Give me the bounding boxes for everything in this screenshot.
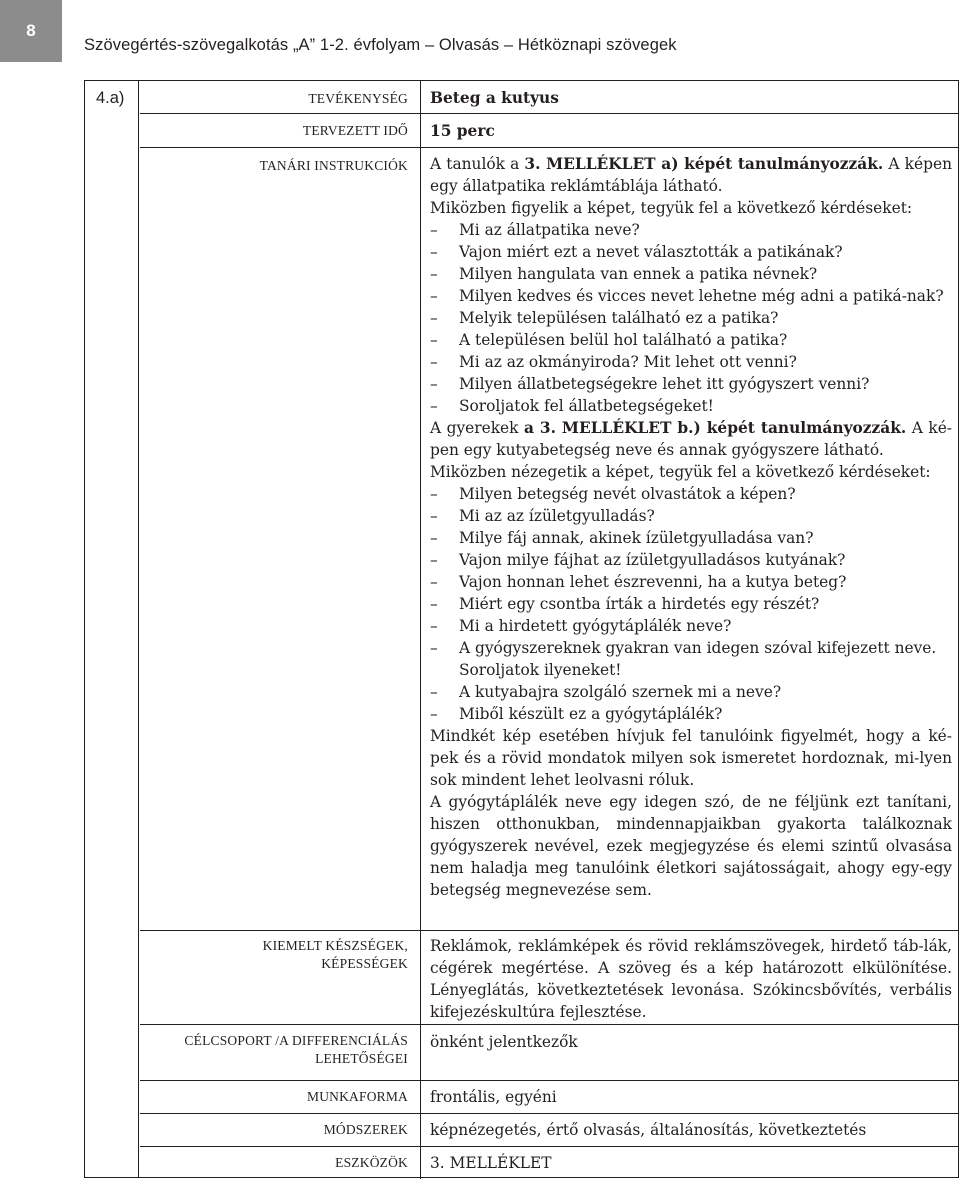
- label-target-group: CÉLCSOPORT /A DIFFERENCIÁLÁS LEHETŐSÉGEI: [184, 1033, 408, 1066]
- column-divider: [420, 931, 421, 1025]
- dash-bullet: –: [430, 639, 438, 657]
- paragraph-questions-b-intro: Miközben nézegetik a képet, tegyük fel a következő kérdéseket:: [430, 463, 931, 481]
- running-header: Szövegértés-szövegalkotás „A” 1-2. évfolyam – Olvasás – Hétköznapi szövegek: [84, 36, 677, 54]
- question-text: Mi az az ízületgyulladás?: [459, 507, 655, 525]
- dash-bullet: –: [430, 573, 438, 591]
- question-text: Mi a hirdetett gyógytáplálék neve?: [459, 617, 732, 635]
- dash-bullet: –: [430, 485, 438, 503]
- question-list-b: [430, 483, 952, 725]
- section-number: 4.a): [96, 89, 125, 107]
- dash-bullet: –: [430, 705, 438, 723]
- dash-bullet: –: [430, 595, 438, 613]
- question-text: Miért egy csontba írták a hirdetés egy részét?: [459, 595, 820, 613]
- column-divider: [420, 1147, 421, 1179]
- question-item: [430, 329, 952, 351]
- section-column: [85, 81, 139, 1177]
- question-text: Vajon honnan lehet észrevenni, ha a kutya beteg?: [459, 573, 847, 591]
- question-text: Melyik településen található ez a patika?: [459, 309, 779, 327]
- dash-bullet: –: [430, 529, 438, 547]
- column-divider: [420, 114, 421, 148]
- question-text: Vajon miért ezt a nevet választották a patikának?: [459, 243, 843, 261]
- question-item: [430, 351, 952, 373]
- dash-bullet: –: [430, 683, 438, 701]
- row-target-group: [140, 1024, 958, 1081]
- column-divider: [420, 81, 421, 113]
- question-item: [430, 505, 952, 527]
- value-target-group: önként jelentkezők: [430, 1033, 578, 1051]
- label-methods: MÓDSZEREK: [323, 1122, 408, 1137]
- paragraph-summary: Mindkét kép esetében hívjuk fel tanulóink figyelmét, hogy a ké-pek és a rövid mondatok milyen sok ismeretet hordoznak, mi-lyen sok mindent lehet leolvasni róluk.: [430, 727, 952, 789]
- label-instructions: TANÁRI INSTRUKCIÓK: [259, 158, 408, 173]
- row-activity: [140, 81, 958, 113]
- question-item: [430, 373, 952, 395]
- dash-bullet: –: [430, 397, 438, 415]
- question-text: Milyen kedves és vicces nevet lehetne még adni a patiká-nak?: [459, 287, 944, 305]
- column-divider: [420, 1081, 421, 1114]
- question-text: Mi az állatpatika neve?: [459, 221, 640, 239]
- dash-bullet: –: [430, 309, 438, 327]
- dash-bullet: –: [430, 507, 438, 525]
- question-list-a: [430, 219, 952, 417]
- paragraph-note: A gyógytáplálék neve egy idegen szó, de ne féljünk ezt tanítani, hiszen otthonukban, mindennapjaikban gyakorta találkoznak gyógyszerek nevével, ezek megjegyzése és elemi szintű olvasása nem haladja meg tanulóink életkori sajátosságait, ahogy egy-egy betegség megnevezése sem.: [430, 793, 952, 899]
- question-item: [430, 483, 952, 505]
- paragraph-intro-b: A gyerekek a 3. MELLÉKLET b.) képét tanulmányozzák. A ké-pen egy kutyabetegség neve és annak gyógyszere látható.: [430, 419, 953, 459]
- label-activity: TEVÉKENYSÉG: [308, 91, 408, 106]
- question-item: [430, 549, 952, 571]
- row-skills: [140, 930, 958, 1025]
- question-text: Milyen állatbetegségekre lehet itt gyógyszert venni?: [459, 375, 870, 393]
- question-text: A gyógyszereknek gyakran van idegen szóval kifejezett neve. Soroljatok ilyeneket!: [459, 639, 937, 679]
- question-text: Milyen betegség nevét olvastátok a képen?: [459, 485, 796, 503]
- row-workform: [140, 1080, 958, 1114]
- dash-bullet: –: [430, 243, 438, 261]
- value-methods: képnézegetés, értő olvasás, általánosítás, következtetés: [430, 1121, 867, 1139]
- dash-bullet: –: [430, 287, 438, 305]
- dash-bullet: –: [430, 331, 438, 349]
- row-methods: [140, 1113, 958, 1147]
- value-skills: Reklámok, reklámképek és rövid reklámszövegek, hirdető táb-lák, cégérek megértése. A szöveg és a kép határozott elkülönítése. Lényeglátás, következtetések levonása. Szókincsbővítés, verbális kifejezéskultúra fejlesztése.: [430, 937, 952, 1021]
- question-text: Mi az az okmányiroda? Mit lehet ott venni?: [459, 353, 797, 371]
- label-workform: MUNKAFORMA: [306, 1089, 408, 1104]
- question-item: [430, 263, 952, 285]
- value-time: 15 perc: [430, 122, 495, 140]
- question-text: A kutyabajra szolgáló szernek mi a neve?: [459, 683, 782, 701]
- dash-bullet: –: [430, 617, 438, 635]
- dash-bullet: –: [430, 353, 438, 371]
- label-tools: ESZKÖZÖK: [335, 1155, 408, 1170]
- label-skills: KIEMELT KÉSZSÉGEK, KÉPESSÉGEK: [262, 938, 408, 971]
- question-text: Milyen hangulata van ennek a patika névnek?: [459, 265, 818, 283]
- question-item: [430, 593, 952, 615]
- label-time: TERVEZETT IDŐ: [302, 123, 408, 138]
- column-divider: [420, 1114, 421, 1147]
- question-text: Miből készült ez a gyógytáplálék?: [459, 705, 723, 723]
- question-item: [430, 615, 952, 637]
- question-item: [430, 637, 952, 681]
- row-time: [140, 113, 958, 148]
- question-item: [430, 219, 952, 241]
- question-item: [430, 703, 952, 725]
- column-divider: [420, 148, 421, 931]
- value-activity: Beteg a kutyus: [430, 89, 559, 107]
- paragraph-questions-a-intro: Miközben figyelik a képet, tegyük fel a következő kérdéseket:: [430, 199, 913, 217]
- question-item: [430, 285, 952, 307]
- question-text: Milye fáj annak, akinek ízületgyulladása van?: [459, 529, 814, 547]
- page-number-badge: 8: [0, 0, 62, 62]
- dash-bullet: –: [430, 265, 438, 283]
- value-instructions: [430, 153, 952, 901]
- lesson-table: [84, 80, 959, 1178]
- row-tools: [140, 1146, 958, 1179]
- question-item: [430, 681, 952, 703]
- question-text: A településen belül hol található a patika?: [459, 331, 788, 349]
- question-text: Vajon milye fájhat az ízületgyulladásos kutyának?: [459, 551, 846, 569]
- question-text: Soroljatok fel állatbetegségeket!: [459, 397, 714, 415]
- row-instructions: [140, 147, 958, 931]
- question-item: [430, 241, 952, 263]
- value-tools: 3. MELLÉKLET: [430, 1154, 552, 1172]
- dash-bullet: –: [430, 551, 438, 569]
- question-item: [430, 571, 952, 593]
- dash-bullet: –: [430, 221, 438, 239]
- question-item: [430, 395, 952, 417]
- question-item: [430, 307, 952, 329]
- dash-bullet: –: [430, 375, 438, 393]
- paragraph-intro-a: A tanulók a 3. MELLÉKLET a) képét tanulmányozzák. A képen egy állatpatika reklámtáblája látható.: [430, 155, 952, 195]
- value-workform: frontális, egyéni: [430, 1088, 557, 1106]
- question-item: [430, 527, 952, 549]
- column-divider: [420, 1025, 421, 1081]
